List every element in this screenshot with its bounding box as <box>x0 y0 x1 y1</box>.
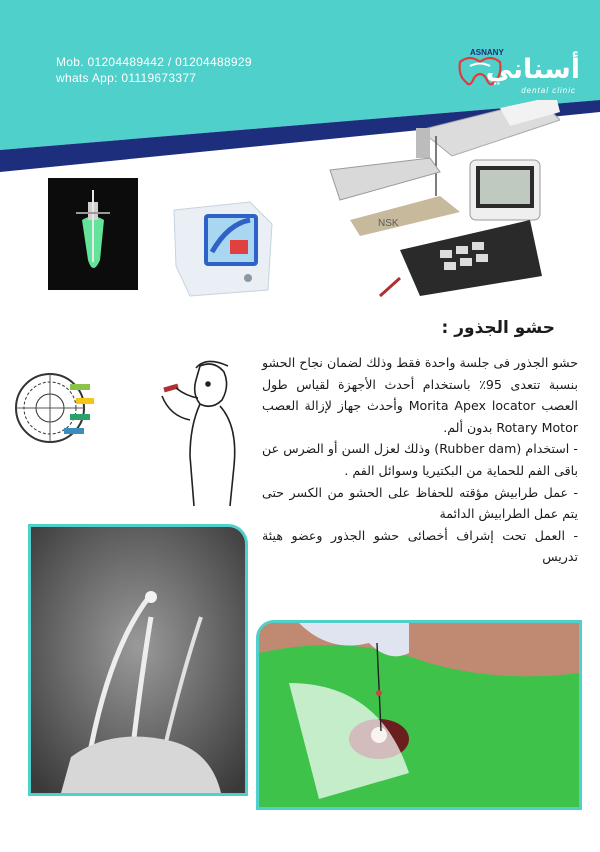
whatsapp-number: whats App: 01119673377 <box>56 71 197 85</box>
root-canal-xray-photo <box>28 524 248 796</box>
paragraph-rubber-dam: - استخدام (Rubber dam) وذلك لعزل السن أو الضرس عن باقى الفم للحماية من البكتيريا وسوائل الفم . <box>262 441 578 478</box>
logo-subtitle: dental clinic <box>521 86 576 95</box>
apex-locator-screen-photo <box>48 178 138 290</box>
section-heading: حشو الجذور : <box>441 318 555 338</box>
paragraph-temporary-crowns: - عمل طرابيش مؤقته للحفاظ على الحشو من الكسر حتى يتم عمل الطرابيش الدائمة <box>262 484 578 522</box>
logo-arabic-text: أسناني <box>485 54 580 85</box>
cartoon-patient-illustration <box>150 356 246 512</box>
apex-locator-device-photo <box>168 180 278 300</box>
clinic-logo <box>440 48 590 98</box>
rotary-motor-photo <box>320 100 560 300</box>
rubber-dam-photo <box>256 620 582 810</box>
paragraph-intro: حشو الجذور فى جلسة واحدة فقط وذلك لضمان نجاح الحشو بنسبة تتعدى 95٪ باستخدام أحدث الأجهزة لقياس طول العصب Morita Apex locator وأحدث جهاز لإزالة العصب Rotary Motor بدون ألم. <box>262 355 579 435</box>
treatment-description <box>262 352 578 568</box>
mobile-numbers: Mob. 01204489442 / 01204488929 <box>56 55 252 69</box>
contact-info <box>56 54 252 86</box>
endo-file-gauge-illustration <box>10 362 102 454</box>
logo-english-text: ASNANY <box>470 48 504 57</box>
paragraph-supervision: - العمل تحت إشراف أخصائى حشو الجذور وعضو هيئة تدريس <box>262 527 578 565</box>
handpiece-brand: NSK <box>378 218 399 229</box>
